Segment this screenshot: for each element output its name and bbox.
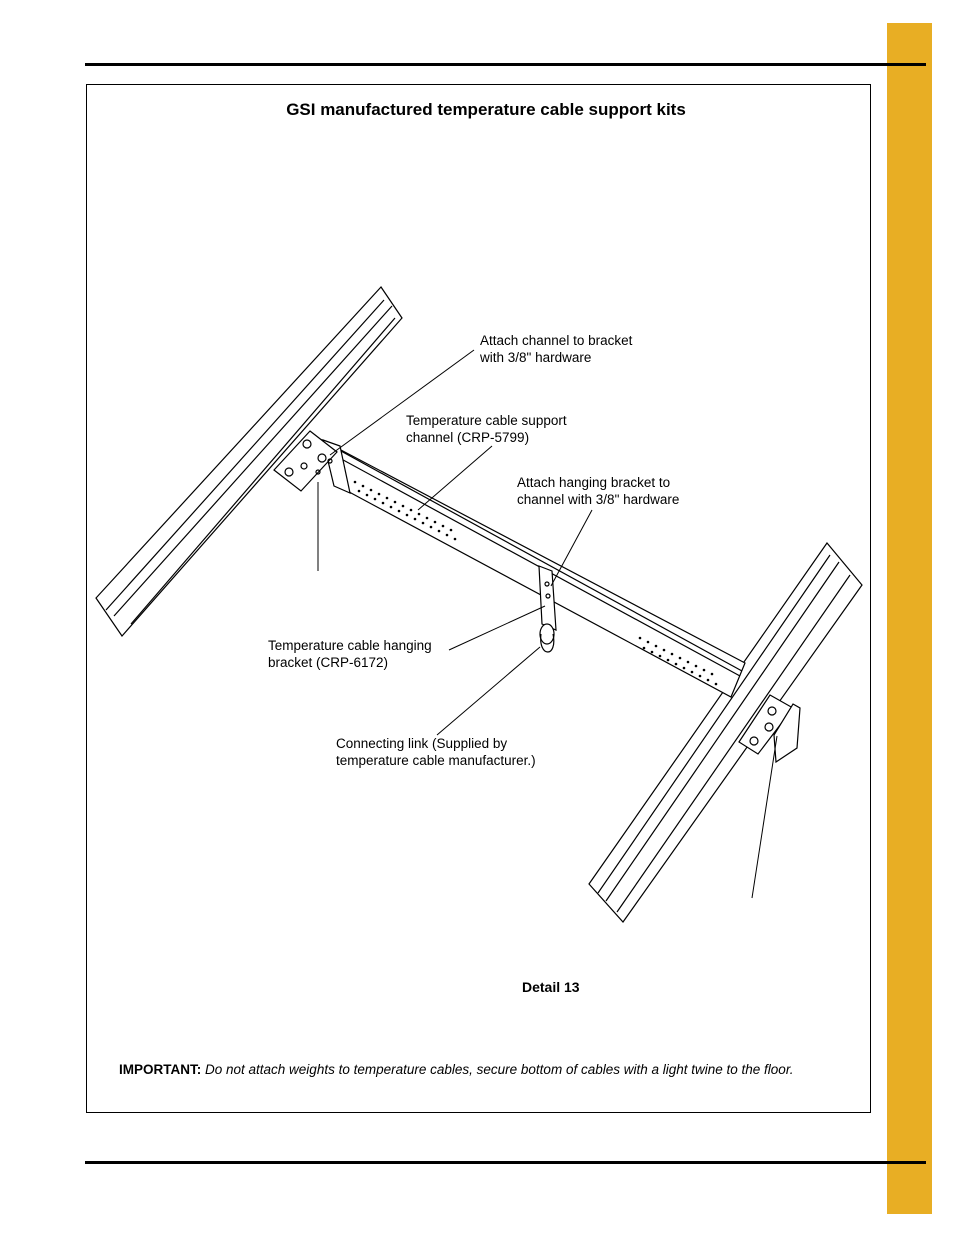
important-note <box>119 1062 794 1077</box>
figure-caption: Detail 13 <box>522 979 580 995</box>
important-label: IMPORTANT: <box>119 1062 202 1077</box>
callout-attach-hanging-bracket: Attach hanging bracket to channel with 3/8" hardware <box>517 475 680 507</box>
callout-attach-channel: Attach channel to bracket with 3/8" hardware <box>480 333 633 365</box>
page-title: GSI manufactured temperature cable support kits <box>286 100 686 119</box>
callout-support-channel: Temperature cable support channel (CRP-5799) <box>406 413 567 445</box>
callout-connecting-link: Connecting link (Supplied by temperature cable manufacturer.) <box>336 736 536 768</box>
callout-hanging-bracket: Temperature cable hanging bracket (CRP-6172) <box>268 638 432 670</box>
important-text: Do not attach weights to temperature cables, secure bottom of cables with a light twine to the floor. <box>201 1062 794 1077</box>
right-rafter <box>589 543 862 922</box>
